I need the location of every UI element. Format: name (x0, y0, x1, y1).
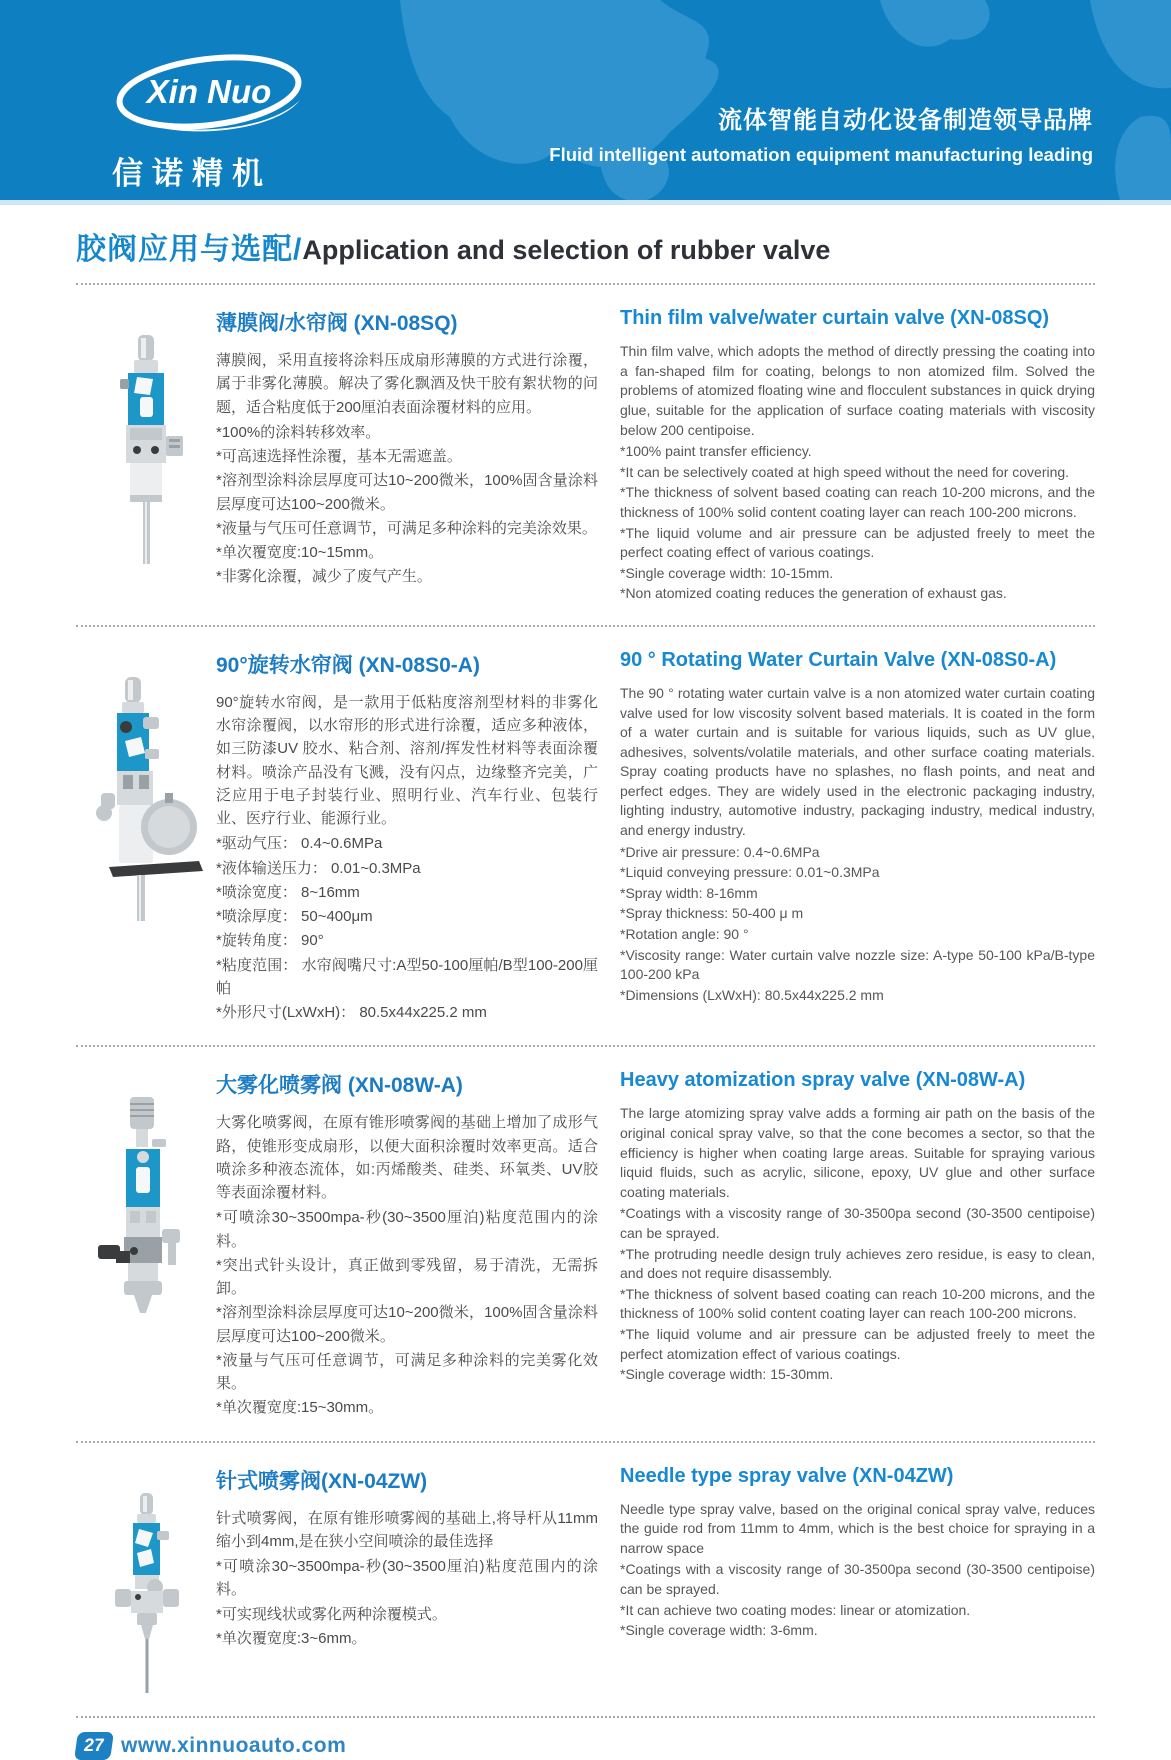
spec-bullet-cn: *外形尺寸(LxWxH)： 80.5x44x225.2 mm (216, 1004, 487, 1022)
spec-bullet-en: *The thickness of solvent based coating can reach 10-200 microns, and the thickness of 100% solid content coating layer can reach 100-200 microns. (620, 484, 1095, 520)
spec-bullet-cn: *可喷涂30~3500mpa-秒(30~3500厘泊)粘度范围内的涂料。 (216, 1558, 598, 1599)
spec-bullet-en: *The protruding needle design truly achieves zero residue, is easy to clean, and does not require disassembly. (620, 1245, 1095, 1282)
spec-bullet-en: *Drive air pressure: 0.4~0.6MPa (620, 843, 820, 860)
brand-block (104, 50, 314, 193)
spec-bullet-cn: *可高速选择性涂覆，基本无需遮盖。 (216, 448, 462, 466)
spec-bullet-cn: *旋转角度： 90° (216, 932, 324, 950)
spec-bullet-cn: *液量与气压可任意调节，可满足多种涂料的完美雾化效果。 (216, 1351, 598, 1393)
product-title-cn: 薄膜阀/水帘阀 (XN-08SQ) (216, 312, 458, 336)
logo-text: Xin Nuo (146, 73, 272, 110)
main-content (76, 231, 1095, 1718)
spec-bullet-cn: *喷涂宽度： 8~16mm (216, 883, 360, 901)
page-title (76, 231, 1095, 266)
page-footer (76, 1732, 1095, 1760)
spec-bullet-en: *The liquid volume and air pressure can be adjusted freely to meet the perfect coating effect of various coatings. (620, 524, 1095, 561)
product-section-needle-type-spray-valve (76, 1441, 1095, 1718)
spec-bullet-cn: *可喷涂30~3500mpa-秒(30~3500厘泊)粘度范围内的涂料。 (216, 1209, 598, 1250)
spec-bullet-cn: *突出式针头设计，真正做到零残留，易于清洗，无需拆卸。 (216, 1256, 598, 1298)
spec-bullet-cn: *可实现线状或雾化两种涂覆模式。 (216, 1605, 447, 1623)
spec-bullet-cn: *液量与气压可任意调节，可满足多种涂料的完美涂效果。 (216, 519, 597, 537)
product-title-cn: 90°旋转水帘阀 (XN-08S0-A) (216, 653, 480, 677)
spec-bullet-en: *Coatings with a viscosity range of 30-3500pa second (30-3500 centipoise) can be sprayed. (620, 1205, 1095, 1241)
spec-bullet-cn: *溶剂型涂料涂层厚度可达10~200微米，100%固含量涂料层厚度可达100~200微米。 (216, 1304, 598, 1345)
spec-bullet-cn: *非雾化涂覆，减少了废气产生。 (216, 568, 432, 586)
website-link[interactable]: www.xinnuoauto.com (121, 1733, 347, 1757)
product-section-heavy-atomization-spray-valve (76, 1045, 1095, 1440)
spec-bullet-en: *Rotation angle: 90 ° (620, 926, 749, 943)
product-title-en: Needle type spray valve (XN-04ZW) (620, 1464, 954, 1487)
spec-bullet-en: *Liquid conveying pressure: 0.01~0.3MPa (620, 864, 880, 881)
spec-bullet-cn: *驱动气压： 0.4~0.6MPa (216, 835, 383, 853)
product-title-en: Heavy atomization spray valve (XN-08W-A) (620, 1069, 1026, 1092)
spec-bullet-cn: *单次覆宽度:3~6mm。 (216, 1629, 367, 1647)
spec-bullet-en: *The thickness of solvent based coating can reach 10-200 microns, and the thickness of 100% solid content coating layer can reach 100-200 microns. (620, 1285, 1095, 1322)
brand-name-chinese: 信诺精机 (112, 156, 272, 191)
spec-bullet-cn: *单次覆宽度:10~15mm。 (216, 544, 384, 562)
spec-bullet-cn: *100%的涂料转移效率。 (216, 423, 381, 441)
spec-bullet-cn: *粘度范围： 水帘阀嘴尺寸:A型50-100厘帕/B型100-200厘帕 (216, 956, 598, 997)
product-section-rotating-water-curtain-valve (76, 625, 1095, 1046)
spec-bullet-en: *Spray thickness: 50-400 μ m (620, 905, 804, 922)
product-title-cn: 大雾化喷雾阀 (XN-08W-A) (216, 1074, 463, 1098)
spec-bullet-en: *Single coverage width: 3-6mm. (620, 1622, 818, 1639)
spec-bullet-en: *It can be selectively coated at high speed without the need for covering. (620, 463, 1070, 480)
product-section-thin-film-valve (76, 283, 1095, 625)
product-intro-cn: 薄膜阀，采用直接将涂料压成扇形薄膜的方式进行涂覆，属于非雾化薄膜。解决了雾化飘酒及快干胶有絮状物的问题，适合粘度低于200厘泊表面涂覆材料的应用。 (216, 352, 598, 416)
spec-bullet-en: *The liquid volume and air pressure can be adjusted freely to meet the perfect atomization effect of various coatings. (620, 1325, 1095, 1362)
spec-bullet-en: *Spray width: 8-16mm (620, 884, 758, 901)
spec-bullet-en: *Single coverage width: 15-30mm. (620, 1366, 834, 1383)
spec-bullet-cn: *液体输送压力： 0.01~0.3MPa (216, 859, 421, 877)
spec-bullet-en: *100% paint transfer efficiency. (620, 443, 812, 460)
product-intro-en: The large atomizing spray valve adds a forming air path on the basis of the original conical spray valve, so that the cone becomes a sector, so that the efficiency is higher when coating large areas. Suitable for spraying various liquid fluids, such as acrylic, silicone, epoxy, UV glue and other surface coating materials. (620, 1105, 1095, 1200)
product-intro-cn: 90°旋转水帘阀，是一款用于低粘度溶剂型材料的非雾化水帘涂覆阀，以水帘形的形式进行涂覆，适应多种液体，如三防漆UV 胶水、粘合剂、溶剂/挥发性材料等表面涂覆材料。喷涂产品没有飞溅，没有闪点，边缘整齐完美，广泛应用于电子封装行业、照明行业、汽车行业、包装行业、医疗行业、能源行业。 (216, 693, 598, 828)
product-photo-rotating-water-curtain-valve (76, 643, 216, 1026)
product-title-en: 90 ° Rotating Water Curtain Valve (XN-08S0-A) (620, 648, 1057, 671)
spec-bullet-cn: *单次覆宽度:15~30mm。 (216, 1399, 384, 1417)
spec-bullet-en: *Coatings with a viscosity range of 30-3500pa second (30-3500 centipoise) can be sprayed. (620, 1561, 1095, 1598)
product-intro-cn: 大雾化喷雾阀，在原有锥形喷雾阀的基础上增加了成形气路，使锥形变成扇形，以便大面积涂覆时效率更高。适合喷涂多种液态流体，如:丙烯酸类、硅类、环氧类、UV胶等表面涂覆材料。 (216, 1114, 598, 1202)
spec-bullet-en: *Single coverage width: 10-15mm. (620, 564, 834, 581)
spec-bullet-en: *Non atomized coating reduces the generation of exhaust gas. (620, 585, 1007, 602)
page-header (0, 0, 1171, 205)
page-title-chinese: 胶阀应用与选配/ (76, 233, 303, 266)
product-intro-en: The 90 ° rotating water curtain valve is a non atomized water curtain coating valve used for low viscosity solvent based materials. It is coated in the form of a water curtain and is suitable for various liquids, such as UV glue, adhesives, solvents/volatile materials, and other surface coating materials. Spray coating products have no splashes, no flash points, and neat and perfect edges. They are widely used in the electronic packaging industry, lighting industry, automotive industry, packaging industry, medical industry, and energy industry. (620, 684, 1095, 839)
spec-bullet-cn: *喷涂厚度： 50~400μm (216, 908, 373, 926)
spec-bullet-en: *Viscosity range: Water curtain valve nozzle size: A-type 50-100 kPa/B-type 100-200 kPa (620, 946, 1095, 983)
spec-bullet-cn: *溶剂型涂料涂层厚度可达10~200微米，100%固含量涂料层厚度可达100~200微米。 (216, 472, 598, 513)
tagline-chinese: 流体智能自动化设备制造领导品牌 (718, 107, 1093, 134)
product-title-cn: 针式喷雾阀(XN-04ZW) (216, 1469, 428, 1493)
product-photo-heavy-atomization-spray-valve (76, 1063, 216, 1420)
spec-bullet-en: *It can achieve two coating modes: linear or atomization. (620, 1601, 971, 1618)
product-intro-en: Thin film valve, which adopts the method of directly pressing the coating into a fan-shaped film for coating, belongs to non atomized film. Solved the problems of atomized floating wine and flocculent substances in quick drying glue, suitable for the application of surface coating materials with viscosity below 200 centipoise. (620, 343, 1095, 438)
page-title-english: Application and selection of rubber valve (302, 235, 831, 265)
product-intro-cn: 针式喷雾阀，在原有锥形喷雾阀的基础上,将导杆从11mm缩小到4mm,是在狭小空间喷涂的最佳选择 (216, 1509, 598, 1550)
product-photo-thin-film-valve (76, 301, 216, 605)
spec-bullet-en: *Dimensions (LxWxH): 80.5x44x225.2 mm (620, 986, 884, 1003)
xinnuo-logo-icon (104, 50, 314, 142)
tagline-english: Fluid intelligent automation equipment manufacturing leading (549, 144, 1093, 165)
product-title-en: Thin film valve/water curtain valve (XN-08SQ) (620, 307, 1050, 330)
page-number-badge: 27 (74, 1732, 114, 1760)
product-intro-en: Needle type spray valve, based on the original conical spray valve, reduces the guide rod from 11mm to 4mm, which is the best choice for spraying in a narrow space (620, 1500, 1095, 1556)
header-taglines (549, 100, 1093, 166)
product-photo-needle-type-spray-valve (76, 1459, 216, 1696)
